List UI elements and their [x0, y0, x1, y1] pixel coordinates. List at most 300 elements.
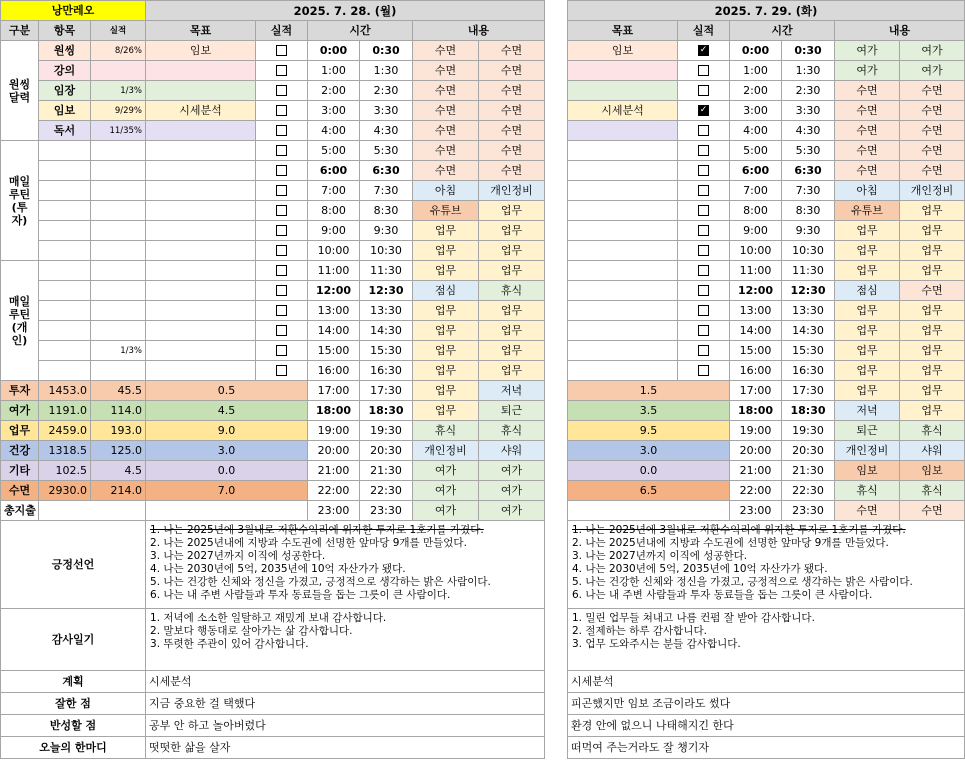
activity-cell[interactable]: 업무 — [479, 361, 545, 381]
activity-cell[interactable]: 업무 — [835, 261, 900, 281]
activity-cell[interactable]: 개인정비 — [479, 181, 545, 201]
list-line: 2. 나는 2025년내에 지방과 수도권에 선명한 앞마당 9개를 만들었다. — [150, 537, 467, 549]
activity-cell[interactable]: 업무 — [413, 401, 479, 421]
done-cell — [256, 341, 308, 361]
activity-cell[interactable]: 수면 — [413, 121, 479, 141]
activity-cell[interactable]: 업무 — [900, 321, 965, 341]
summary-day-hours: 3.0 — [568, 441, 730, 461]
goal-cell[interactable] — [146, 121, 256, 141]
routine-item — [39, 321, 91, 341]
goal-cell[interactable] — [568, 201, 678, 221]
affirmation-label: 긍정선언 — [1, 521, 146, 609]
activity-cell[interactable]: 퇴근 — [835, 421, 900, 441]
reflection-text[interactable]: 피곤했지만 임보 조금이라도 썼다 — [568, 693, 965, 715]
list-line: 1. 나는 2025년에 3월내로 저환수익리에 위자한 투자로 1호기를 가졌다. — [150, 524, 484, 536]
time-half: 22:30 — [782, 481, 835, 501]
activity-cell[interactable]: 수면 — [413, 81, 479, 101]
time-start: 16:00 — [730, 361, 782, 381]
activity-cell[interactable]: 휴식 — [900, 421, 965, 441]
affirmation-list — [146, 521, 545, 609]
activity-cell[interactable]: 업무 — [413, 321, 479, 341]
goal-cell[interactable] — [568, 121, 678, 141]
done-cell — [256, 201, 308, 221]
done-checkbox[interactable] — [698, 285, 709, 296]
activity-cell[interactable]: 업무 — [479, 341, 545, 361]
done-checkbox[interactable] — [276, 105, 287, 116]
activity-cell[interactable]: 점심 — [835, 281, 900, 301]
goal-cell[interactable] — [568, 281, 678, 301]
activity-cell[interactable]: 유튜브 — [413, 201, 479, 221]
activity-cell[interactable]: 업무 — [900, 401, 965, 421]
time-start: 16:00 — [308, 361, 360, 381]
activity-cell[interactable]: 아침 — [835, 181, 900, 201]
activity-cell[interactable]: 업무 — [413, 261, 479, 281]
routine-item — [39, 221, 91, 241]
time-start: 9:00 — [730, 221, 782, 241]
goal-cell[interactable] — [146, 341, 256, 361]
done-checkbox[interactable] — [276, 245, 287, 256]
time-start: 7:00 — [730, 181, 782, 201]
activity-cell[interactable]: 수면 — [835, 501, 900, 521]
summary-month: 45.5 — [91, 381, 146, 401]
routine-item — [39, 361, 91, 381]
activity-cell[interactable]: 휴식 — [479, 421, 545, 441]
activity-cell[interactable]: 업무 — [900, 301, 965, 321]
reflection-text[interactable]: 시세분석 — [146, 671, 545, 693]
activity-cell[interactable]: 업무 — [900, 241, 965, 261]
activity-cell[interactable]: 업무 — [479, 301, 545, 321]
time-start: 2:00 — [730, 81, 782, 101]
col-header-content: 내용 — [413, 21, 545, 41]
time-half: 7:30 — [360, 181, 413, 201]
goal-cell[interactable] — [568, 141, 678, 161]
activity-cell[interactable]: 수면 — [413, 141, 479, 161]
routine-performance — [91, 361, 146, 381]
goal-cell[interactable] — [146, 361, 256, 381]
summary-total: 2459.0 — [39, 421, 91, 441]
time-half: 23:30 — [360, 501, 413, 521]
activity-cell[interactable]: 퇴근 — [479, 401, 545, 421]
done-cell — [678, 341, 730, 361]
activity-cell[interactable]: 개인정비 — [900, 181, 965, 201]
activity-cell[interactable]: 업무 — [479, 221, 545, 241]
activity-cell[interactable]: 업무 — [413, 341, 479, 361]
activity-cell[interactable]: 아침 — [413, 181, 479, 201]
done-cell — [256, 321, 308, 341]
done-checkbox[interactable] — [698, 265, 709, 276]
activity-cell[interactable]: 휴식 — [413, 421, 479, 441]
done-checkbox[interactable]: ✓ — [699, 105, 708, 115]
activity-cell[interactable]: 여가 — [479, 481, 545, 501]
time-start: 22:00 — [308, 481, 360, 501]
activity-cell[interactable]: 여가 — [835, 41, 900, 61]
goal-cell[interactable] — [146, 241, 256, 261]
activity-cell[interactable]: 개인정비 — [413, 441, 479, 461]
col-header-time: 시간 — [308, 21, 413, 41]
activity-cell[interactable]: 수면 — [835, 81, 900, 101]
goal-cell[interactable] — [146, 201, 256, 221]
one-thing-performance: 1/3% — [91, 81, 146, 101]
done-cell — [678, 281, 730, 301]
activity-cell[interactable]: 업무 — [835, 301, 900, 321]
done-cell — [678, 361, 730, 381]
activity-cell[interactable]: 수면 — [479, 61, 545, 81]
col-header-performance: 실적 — [91, 21, 146, 41]
activity-cell[interactable]: 휴식 — [835, 481, 900, 501]
one-thing-item: 원씽 — [39, 41, 91, 61]
time-half: 20:30 — [782, 441, 835, 461]
activity-cell[interactable]: 업무 — [413, 361, 479, 381]
time-start: 8:00 — [308, 201, 360, 221]
time-start: 1:00 — [308, 61, 360, 81]
routine-item — [39, 141, 91, 161]
goal-cell[interactable] — [568, 301, 678, 321]
one-thing-performance: 11/35% — [91, 121, 146, 141]
activity-cell[interactable]: 수면 — [413, 41, 479, 61]
time-half: 18:30 — [782, 401, 835, 421]
activity-cell[interactable]: 점심 — [413, 281, 479, 301]
activity-cell[interactable]: 업무 — [413, 301, 479, 321]
done-checkbox[interactable] — [698, 345, 709, 356]
summary-label: 업무 — [1, 421, 39, 441]
activity-cell[interactable]: 수면 — [479, 41, 545, 61]
reflection-text[interactable]: 떳떳한 삶을 살자 — [146, 737, 545, 759]
goal-cell[interactable] — [568, 321, 678, 341]
goal-cell[interactable] — [568, 261, 678, 281]
time-half: 20:30 — [360, 441, 413, 461]
goal-cell[interactable] — [568, 341, 678, 361]
done-checkbox[interactable] — [276, 45, 287, 56]
summary-month: 114.0 — [91, 401, 146, 421]
activity-cell[interactable]: 업무 — [900, 381, 965, 401]
summary-total: 2930.0 — [39, 481, 91, 501]
goal-cell[interactable] — [568, 221, 678, 241]
time-start: 20:00 — [730, 441, 782, 461]
time-start: 0:00 — [308, 41, 360, 61]
time-half: 22:30 — [360, 481, 413, 501]
done-checkbox[interactable] — [698, 365, 709, 376]
time-start: 6:00 — [308, 161, 360, 181]
routine-performance — [91, 241, 146, 261]
activity-cell[interactable]: 업무 — [835, 381, 900, 401]
activity-cell[interactable]: 업무 — [835, 321, 900, 341]
summary-label: 여가 — [1, 401, 39, 421]
activity-cell[interactable]: 수면 — [835, 121, 900, 141]
done-checkbox[interactable] — [698, 325, 709, 336]
goal-cell[interactable] — [146, 81, 256, 101]
activity-cell[interactable]: 여가 — [413, 501, 479, 521]
done-checkbox[interactable] — [698, 85, 709, 96]
total-day — [146, 501, 308, 521]
activity-cell[interactable]: 여가 — [413, 481, 479, 501]
reflection-text[interactable]: 공부 안 하고 놀아버렸다 — [146, 715, 545, 737]
goal-cell[interactable] — [568, 61, 678, 81]
time-half: 0:30 — [782, 41, 835, 61]
done-checkbox[interactable] — [698, 245, 709, 256]
activity-cell[interactable]: 수면 — [900, 281, 965, 301]
goal-cell[interactable] — [146, 181, 256, 201]
activity-cell[interactable]: 수면 — [413, 61, 479, 81]
gratitude-list — [146, 609, 545, 671]
routine-performance — [91, 201, 146, 221]
routine-item — [39, 261, 91, 281]
activity-cell[interactable]: 휴식 — [900, 481, 965, 501]
date-header: 2025. 7. 29. (화) — [568, 1, 965, 21]
done-cell — [256, 161, 308, 181]
activity-cell[interactable]: 수면 — [900, 501, 965, 521]
done-checkbox[interactable] — [276, 345, 287, 356]
activity-cell[interactable]: 업무 — [479, 321, 545, 341]
done-cell — [678, 61, 730, 81]
total-value — [39, 501, 146, 521]
done-checkbox[interactable] — [276, 305, 287, 316]
activity-cell[interactable]: 여가 — [835, 61, 900, 81]
list-line: 1. 밀린 업무들 쳐내고 나름 컨펌 잘 받아 감사합니다. — [572, 612, 815, 624]
routine-item — [39, 341, 91, 361]
done-cell — [256, 181, 308, 201]
activity-cell[interactable]: 업무 — [479, 201, 545, 221]
routine-item — [39, 181, 91, 201]
activity-cell[interactable]: 수면 — [900, 121, 965, 141]
activity-cell[interactable]: 업무 — [835, 361, 900, 381]
goal-cell[interactable] — [146, 61, 256, 81]
done-checkbox[interactable] — [276, 125, 287, 136]
goal-cell[interactable] — [146, 261, 256, 281]
reflection-label: 오늘의 한마디 — [1, 737, 146, 759]
activity-cell[interactable]: 여가 — [900, 41, 965, 61]
done-checkbox[interactable]: ✓ — [699, 45, 708, 55]
goal-cell[interactable] — [568, 181, 678, 201]
summary-day-hours: 9.5 — [568, 421, 730, 441]
done-checkbox[interactable] — [276, 325, 287, 336]
routine-item — [39, 201, 91, 221]
summary-total: 102.5 — [39, 461, 91, 481]
done-checkbox[interactable] — [276, 185, 287, 196]
goal-cell[interactable]: 시세분석 — [146, 101, 256, 121]
activity-cell[interactable]: 업무 — [413, 381, 479, 401]
done-checkbox[interactable] — [276, 225, 287, 236]
done-cell — [256, 281, 308, 301]
activity-cell[interactable]: 저녁 — [835, 401, 900, 421]
col-header-goal: 목표 — [568, 21, 678, 41]
summary-day-hours: 1.5 — [568, 381, 730, 401]
goal-cell[interactable] — [568, 81, 678, 101]
reflection-text[interactable]: 떠먹여 주는거라도 잘 챙기자 — [568, 737, 965, 759]
activity-cell[interactable]: 여가 — [413, 461, 479, 481]
activity-cell[interactable]: 유튜브 — [835, 201, 900, 221]
routine-item — [39, 281, 91, 301]
list-line: 2. 말보다 행동대로 살아가는 삶 감사합니다. — [150, 625, 353, 637]
list-line: 2. 절제하는 하루 감사합니다. — [572, 625, 707, 637]
activity-cell[interactable]: 업무 — [479, 241, 545, 261]
summary-day-hours: 9.0 — [146, 421, 308, 441]
list-line: 3. 뚜렷한 주관이 있어 감사합니다. — [150, 638, 309, 650]
time-half: 17:30 — [782, 381, 835, 401]
activity-cell[interactable]: 수면 — [479, 81, 545, 101]
activity-cell[interactable]: 업무 — [900, 201, 965, 221]
activity-cell[interactable]: 업무 — [479, 261, 545, 281]
time-start: 18:00 — [308, 401, 360, 421]
list-line: 6. 나는 내 주변 사람들과 투자 동료들을 돕는 그릇이 큰 사람이다. — [150, 589, 451, 601]
summary-month: 214.0 — [91, 481, 146, 501]
goal-cell[interactable] — [568, 241, 678, 261]
list-line: 4. 나는 2030년에 5억, 2035년에 10억 자산가가 됐다. — [572, 563, 828, 575]
goal-cell[interactable] — [146, 221, 256, 241]
time-start: 11:00 — [308, 261, 360, 281]
activity-cell[interactable]: 임보 — [835, 461, 900, 481]
done-cell — [256, 41, 308, 61]
done-checkbox[interactable] — [276, 85, 287, 96]
activity-cell[interactable]: 수면 — [835, 141, 900, 161]
group-routine-personal: 매일 루틴 (개인) — [1, 261, 39, 381]
goal-cell[interactable]: 시세분석 — [568, 101, 678, 121]
activity-cell[interactable]: 업무 — [900, 261, 965, 281]
done-cell — [256, 221, 308, 241]
time-half: 7:30 — [782, 181, 835, 201]
activity-cell[interactable]: 개인정비 — [835, 441, 900, 461]
activity-cell[interactable]: 업무 — [413, 221, 479, 241]
list-line: 4. 나는 2030년에 5억, 2035년에 10억 자산가가 됐다. — [150, 563, 406, 575]
list-line: 6. 나는 내 주변 사람들과 투자 동료들을 돕는 그릇이 큰 사람이다. — [572, 589, 873, 601]
activity-cell[interactable]: 저녁 — [479, 381, 545, 401]
done-checkbox[interactable] — [276, 365, 287, 376]
done-checkbox[interactable] — [698, 165, 709, 176]
activity-cell[interactable]: 여가 — [479, 501, 545, 521]
activity-cell[interactable]: 임보 — [900, 461, 965, 481]
activity-cell[interactable]: 수면 — [479, 101, 545, 121]
time-half: 10:30 — [782, 241, 835, 261]
activity-cell[interactable]: 샤워 — [479, 441, 545, 461]
col-header-goal: 목표 — [146, 21, 256, 41]
goal-cell[interactable] — [146, 141, 256, 161]
summary-label: 수면 — [1, 481, 39, 501]
done-cell — [678, 221, 730, 241]
summary-month: 4.5 — [91, 461, 146, 481]
done-checkbox[interactable] — [276, 145, 287, 156]
list-line: 1. 나는 2025년에 3월내로 저환수익리에 위자한 투자로 1호기를 가졌다. — [572, 524, 906, 536]
done-cell — [256, 261, 308, 281]
activity-cell[interactable]: 업무 — [835, 241, 900, 261]
activity-cell[interactable]: 여가 — [900, 61, 965, 81]
summary-month: 193.0 — [91, 421, 146, 441]
time-half: 23:30 — [782, 501, 835, 521]
done-checkbox[interactable] — [698, 145, 709, 156]
activity-cell[interactable]: 수면 — [479, 141, 545, 161]
done-checkbox[interactable] — [698, 205, 709, 216]
done-checkbox[interactable] — [276, 65, 287, 76]
goal-cell[interactable] — [146, 281, 256, 301]
done-checkbox[interactable] — [276, 265, 287, 276]
activity-cell[interactable]: 샤워 — [900, 441, 965, 461]
done-checkbox[interactable] — [698, 185, 709, 196]
goal-cell[interactable] — [568, 361, 678, 381]
done-cell — [256, 301, 308, 321]
activity-cell[interactable]: 업무 — [835, 341, 900, 361]
list-line: 3. 나는 2027년까지 이직에 성공한다. — [150, 550, 326, 562]
summary-day-hours: 0.0 — [568, 461, 730, 481]
activity-cell[interactable]: 수면 — [900, 141, 965, 161]
activity-cell[interactable]: 업무 — [900, 221, 965, 241]
reflection-text[interactable]: 시세분석 — [568, 671, 965, 693]
summary-day-hours: 7.0 — [146, 481, 308, 501]
goal-cell[interactable]: 임보 — [568, 41, 678, 61]
activity-cell[interactable]: 업무 — [835, 221, 900, 241]
summary-day-hours: 3.0 — [146, 441, 308, 461]
time-start: 3:00 — [730, 101, 782, 121]
time-half: 2:30 — [360, 81, 413, 101]
goal-cell[interactable] — [146, 321, 256, 341]
time-half: 16:30 — [360, 361, 413, 381]
activity-cell[interactable]: 업무 — [900, 341, 965, 361]
activity-cell[interactable]: 수면 — [900, 81, 965, 101]
activity-cell[interactable]: 수면 — [413, 101, 479, 121]
col-header-content: 내용 — [835, 21, 965, 41]
goal-cell[interactable] — [146, 161, 256, 181]
activity-cell[interactable]: 수면 — [835, 101, 900, 121]
activity-cell[interactable]: 업무 — [413, 241, 479, 261]
time-half: 11:30 — [360, 261, 413, 281]
activity-cell[interactable]: 여가 — [479, 461, 545, 481]
col-header-category: 구분 — [1, 21, 39, 41]
goal-cell[interactable] — [146, 301, 256, 321]
time-half: 5:30 — [782, 141, 835, 161]
activity-cell[interactable]: 업무 — [900, 361, 965, 381]
list-line: 5. 나는 건강한 신체와 정신을 가졌고, 긍정적으로 생각하는 밝은 사람이다. — [150, 576, 491, 588]
done-cell — [678, 41, 730, 61]
list-line: 2. 나는 2025년내에 지방과 수도권에 선명한 앞마당 9개를 만들었다. — [572, 537, 889, 549]
done-checkbox[interactable] — [276, 205, 287, 216]
summary-label: 투자 — [1, 381, 39, 401]
activity-cell[interactable]: 수면 — [900, 101, 965, 121]
done-checkbox[interactable] — [276, 285, 287, 296]
time-half: 1:30 — [360, 61, 413, 81]
reflection-text[interactable]: 환경 안에 없으니 나태해지긴 한다 — [568, 715, 965, 737]
goal-cell[interactable]: 임보 — [146, 41, 256, 61]
col-header-item: 항목 — [39, 21, 91, 41]
col-header-time: 시간 — [730, 21, 835, 41]
time-half: 14:30 — [782, 321, 835, 341]
reflection-text[interactable]: 지금 중요한 걸 택했다 — [146, 693, 545, 715]
activity-cell[interactable]: 수면 — [479, 161, 545, 181]
time-half: 15:30 — [360, 341, 413, 361]
done-cell — [678, 161, 730, 181]
activity-cell[interactable]: 휴식 — [479, 281, 545, 301]
summary-month: 125.0 — [91, 441, 146, 461]
col-header-done: 실적 — [256, 21, 308, 41]
done-checkbox[interactable] — [698, 225, 709, 236]
time-half: 8:30 — [360, 201, 413, 221]
activity-cell[interactable]: 수면 — [413, 161, 479, 181]
time-half: 16:30 — [782, 361, 835, 381]
time-start: 10:00 — [308, 241, 360, 261]
summary-total: 1191.0 — [39, 401, 91, 421]
done-cell — [678, 81, 730, 101]
done-checkbox[interactable] — [698, 125, 709, 136]
routine-performance — [91, 321, 146, 341]
goal-cell[interactable] — [568, 161, 678, 181]
done-checkbox[interactable] — [698, 305, 709, 316]
done-checkbox[interactable] — [698, 65, 709, 76]
activity-cell[interactable]: 수면 — [835, 161, 900, 181]
one-thing-performance — [91, 61, 146, 81]
done-checkbox[interactable] — [276, 165, 287, 176]
time-half: 19:30 — [360, 421, 413, 441]
activity-cell[interactable]: 수면 — [479, 121, 545, 141]
done-cell — [256, 361, 308, 381]
time-start: 8:00 — [730, 201, 782, 221]
routine-performance — [91, 161, 146, 181]
activity-cell[interactable]: 수면 — [900, 161, 965, 181]
